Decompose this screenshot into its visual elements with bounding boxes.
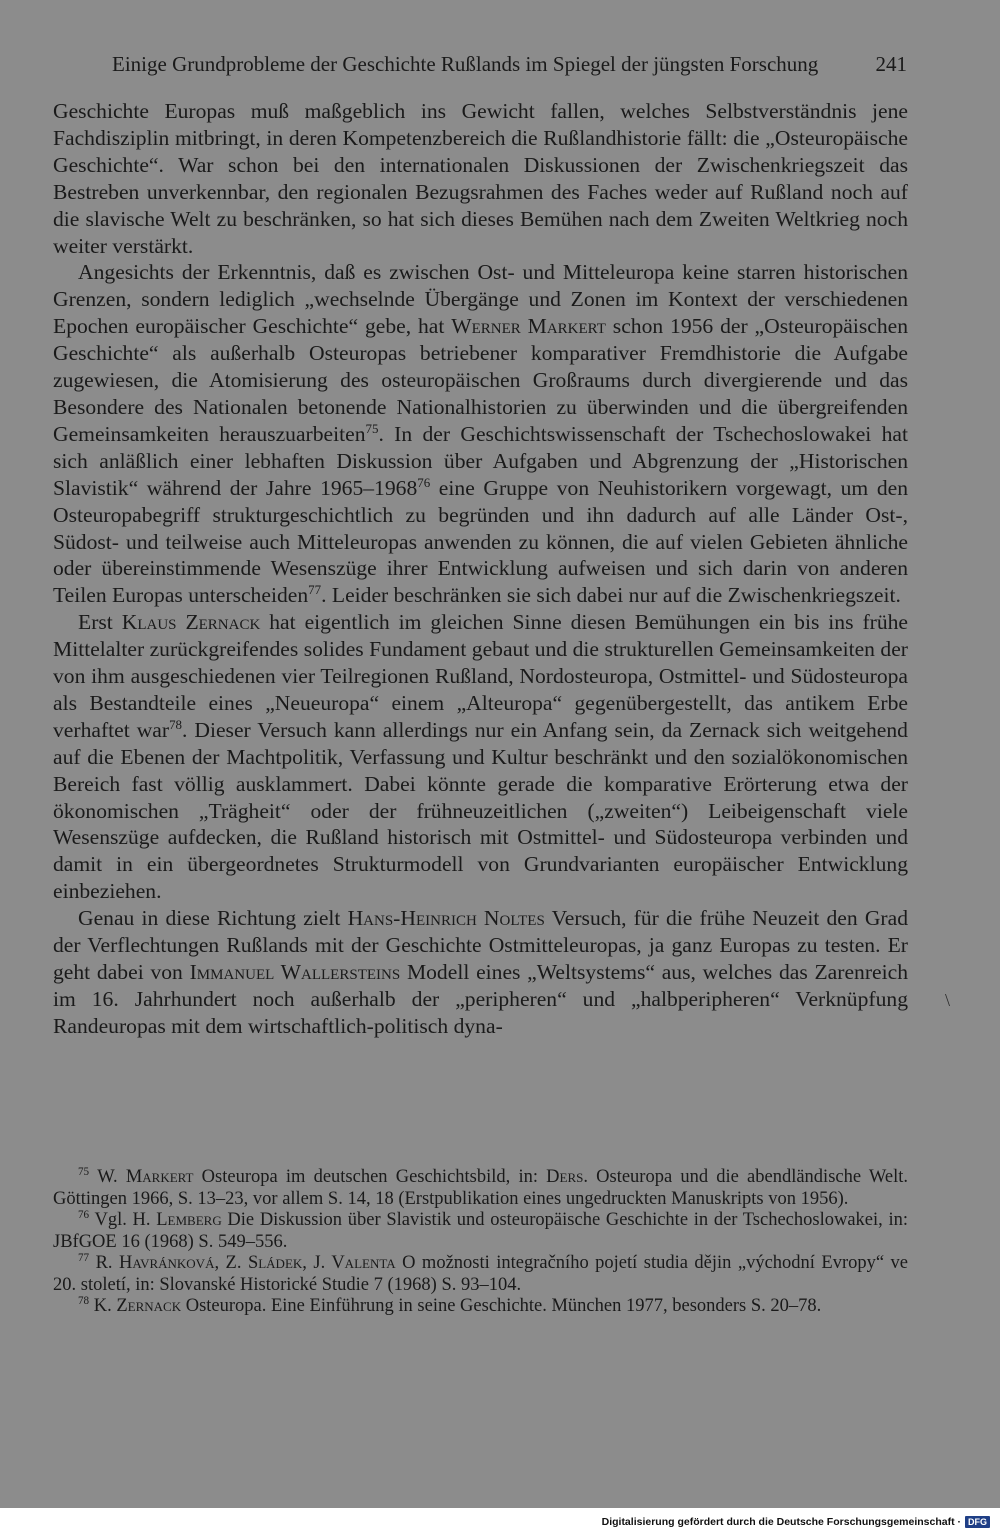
paragraph-2 — [53, 259, 908, 609]
credit-text: Digitalisierung gefördert durch die Deutsche Forschungsgemeinschaft · — [601, 1516, 961, 1528]
paragraph-3 — [53, 609, 908, 905]
author-name: Werner Markert — [451, 314, 606, 339]
text-span: Die Diskussion über Slavistik und osteuropäische Geschichte in der Tschechoslowakei, in: JBfGOE 16 (1968) S. 549–556. — [53, 1210, 909, 1252]
footnote-ref: 78 — [169, 716, 183, 732]
footnote-75 — [53, 1167, 908, 1210]
footnote-author: R. Havránková, Z. Sládek, J. Valenta — [95, 1253, 396, 1273]
text-span: Versuch, für die frühe Neuzeit den Grad der Verflechtungen Rußlands mit der Geschichte Ostmitteleuropas, ja ganz Europas zu testen. Er geht dabei von — [53, 906, 908, 984]
text-span: Vgl. H. — [94, 1210, 157, 1230]
footnote-author: W. Markert — [97, 1167, 194, 1187]
footnote-ref: 76 — [417, 474, 431, 490]
text-span: eine Gruppe von Neuhistorikern vorgewagt, um den Osteuropabegriff strukturgeschichtlich zu begründen und ihn dadurch auf alle Länder Ost-, Südost- und teilweise auch Mitteleuropas anwenden zu können, die auf vielen Gebieten ähnliche oder übereinstimmende Wesenszüge ihrer Entwicklung aufweisen und sich darin von anderen Teilen Europas unterscheiden — [53, 475, 909, 608]
footnote-number: 77 — [78, 1251, 90, 1264]
footnote-78 — [53, 1296, 908, 1318]
running-header — [112, 44, 907, 84]
footnote-number: 78 — [78, 1294, 90, 1307]
text-span: Modell eines „Weltsystems“ aus, welches das Zarenreich im 16. Jahrhundert noch außerhalb der „peripheren“ und „halbperipheren“ Verknüpfung Randeuropas mit dem wirtschaftlich-politisch dyna- — [53, 960, 908, 1038]
footnote-author: K. Zernack — [93, 1296, 182, 1316]
footnote-author: Ders. — [546, 1167, 588, 1187]
text-span: Osteuropa und die abendländische Welt. Göttingen 1966, S. 13–23, vor allem S. 14, 18 (Erstpublikation eines ungedruckten Manuskripts von 1956). — [53, 1167, 908, 1209]
digitization-credit — [602, 1515, 990, 1529]
footnote-number: 76 — [78, 1208, 90, 1221]
paragraph-1: Geschichte Europas muß maßgeblich ins Gewicht fallen, welches Selbstverständnis jene Fachdisziplin mitbringt, in deren Kompetenzbereich die Rußlandhistorie fällt: die „Osteuropäische Geschichte“. War schon bei den internationalen Diskussionen der Zwischenkriegszeit das Bestreben unverkennbar, den regionalen Bezugsrahmen des Faches weder auf Rußland noch auf die slavische Welt zu beschränken, so hat sich dieses Bemühen nach dem Zweiten Weltkrieg noch weiter verstärkt. — [53, 99, 908, 258]
paragraph-4 — [53, 905, 908, 1040]
text-span: Angesichts der Erkenntnis, daß es zwischen Ost- und Mitteleuropa keine starren historischen Grenzen, sondern lediglich „wechselnde Übergänge und Zonen im Kontext der verschiedenen Epochen europäischer Geschichte“ gebe, hat — [53, 260, 908, 339]
footnote-76 — [53, 1210, 908, 1253]
text-span: . In der Geschichtswissenschaft der Tschechoslowakei hat sich anläßlich einer lebhaften Diskussion über Aufgaben und Abgrenzung der „Historischen Slavistik“ während der Jahre 1965–1968 — [53, 421, 908, 500]
footnote-ref: 77 — [308, 582, 322, 598]
text-span: . Leider beschränken sie sich dabei nur auf die Zwischenkriegszeit. — [321, 583, 901, 608]
text-span: schon 1956 der „Osteuropäischen Geschichte“ als außerhalb Osteuropas betriebener komparativer Fremdhistorie die Aufgabe zugewiesen, die Atomisierung des osteuropäischen Großraums durch divergierende und das Besondere des Nationalen betonende Nationalhistorien zu überwinden und die übergreifenden Gemeinsamkeiten herauszuarbeiten — [53, 314, 909, 446]
footnote-number: 75 — [78, 1165, 90, 1178]
author-name: Immanuel Wallersteins — [189, 960, 401, 984]
footnote-ref: 75 — [365, 420, 379, 436]
running-title: Einige Grundprobleme der Geschichte Rußlands im Spiegel der jüngsten Forschung — [112, 51, 819, 76]
text-span: Osteuropa. Eine Einführung in seine Geschichte. München 1977, besonders S. 20–78. — [181, 1296, 822, 1316]
stray-mark: \ — [945, 990, 951, 1010]
body-text — [53, 98, 908, 1040]
text-span: O možnosti integračního pojetí studia dějin „východní Evropy“ ve 20. století, in: Slovanské Historické Studie 7 (1968) S. 93–104. — [53, 1253, 909, 1295]
text-span: Osteuropa im deutschen Geschichtsbild, in: — [193, 1167, 547, 1187]
text-span: hat eigentlich im gleichen Sinne diesen Bemühungen ein bis ins frühe Mittelalter zurückgreifendes solides Fundament gebaut und die strukturellen Gemeinsamkeiten der von ihm ausgeschiedenen vier Teilregionen Rußland, Nordosteuropa, Ostmittel- und Südosteuropa als Bestandteile eines „Neueuropa“ einem „Alteuropa“ gegenübergestellt, das antikem Erbe verhaftet war — [53, 610, 908, 742]
text-span: Erst — [78, 610, 122, 635]
page-number: 241 — [875, 51, 907, 76]
text-span: Genau in diese Richtung zielt — [78, 906, 348, 931]
footnote-author: Lemberg — [156, 1210, 222, 1230]
author-name: Hans-Heinrich Noltes — [347, 906, 545, 931]
footnote-77 — [53, 1253, 908, 1296]
dfg-logo: DFG — [965, 1516, 990, 1528]
text-span: . Dieser Versuch kann allerdings nur ein Anfang sein, da Zernack sich weitgehend auf die Ebenen der Machtpolitik, Verfassung und Kultur beschränkt und den sozialökonomischen Bereich fast völlig ausklammert. Dabei könnte gerade die komparative Erörterung etwa der ökonomischen „Trägheit“ oder der frühneuzeitlichen („zweiten“) Leibeigenschaft viele Wesenszüge aufdecken, die Rußland historisch mit Ostmittel- und Südosteuropa verbinden und damit in ein übergeordnetes Strukturmodell von Grundvarianten europäischer Entwicklung einbeziehen. — [53, 717, 908, 904]
footnotes — [53, 1167, 908, 1318]
author-name: Klaus Zernack — [121, 610, 261, 635]
